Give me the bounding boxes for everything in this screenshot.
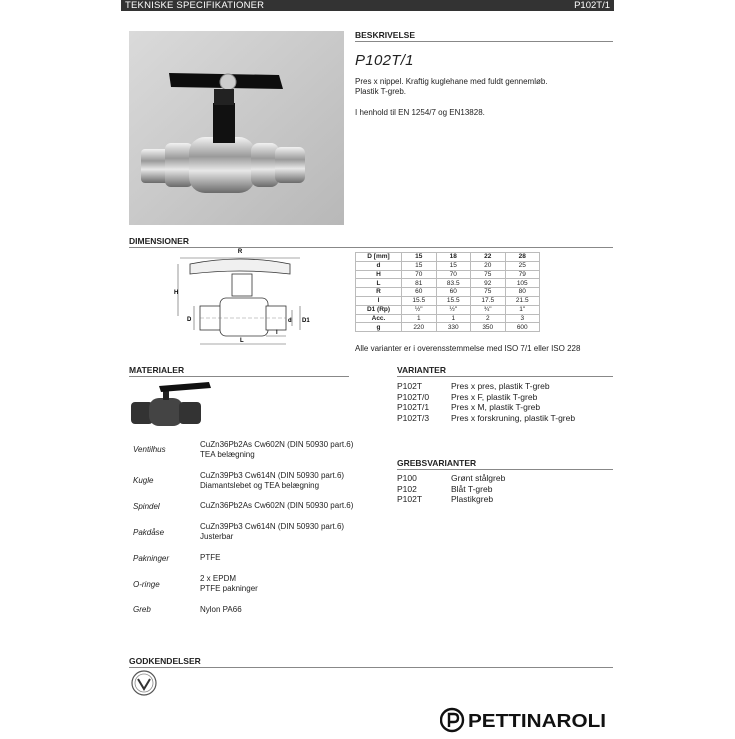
material-value bbox=[200, 605, 242, 615]
table-row bbox=[356, 296, 540, 305]
table-cell: 15.5 bbox=[402, 296, 437, 305]
header-code: P102T/1 bbox=[574, 0, 610, 11]
description-line-3: I henhold til EN 1254/7 og EN13828. bbox=[355, 108, 485, 117]
table-cell: 75 bbox=[471, 270, 506, 279]
table-row bbox=[356, 314, 540, 323]
material-label: Ventilhus bbox=[133, 445, 166, 454]
handle-code: P102 bbox=[397, 483, 417, 494]
table-cell: 105 bbox=[505, 279, 540, 288]
table-cell: 81 bbox=[402, 279, 437, 288]
variant-code: P102T/1 bbox=[397, 402, 430, 412]
handle-desc: Blåt T-greb bbox=[451, 483, 493, 494]
material-value-line: Diamantslebet og TEA belægning bbox=[200, 481, 320, 490]
dimensions-heading: DIMENSIONER bbox=[129, 236, 189, 246]
table-header-cell: 15 bbox=[402, 253, 437, 262]
material-label: Pakdåse bbox=[133, 528, 165, 537]
material-label: Pakninger bbox=[133, 554, 170, 563]
table-header-cell: D [mm] bbox=[356, 253, 402, 262]
table-cell: ½" bbox=[402, 305, 437, 314]
variant-code: P102T bbox=[397, 381, 423, 391]
brand-logo bbox=[440, 706, 615, 739]
handle-desc: Grønt stålgreb bbox=[451, 473, 506, 483]
table-cell: g bbox=[356, 323, 402, 332]
table-cell: H bbox=[356, 270, 402, 279]
table-cell: 330 bbox=[436, 323, 471, 332]
drawing-label-R: R bbox=[237, 249, 243, 255]
handle-code: P100 bbox=[397, 473, 417, 483]
description-line-1: Pres x nippel. Kraftig kuglehane med fuldt gennemløb. bbox=[355, 77, 548, 86]
description-rule bbox=[355, 41, 613, 42]
variants-heading: VARIANTER bbox=[397, 365, 446, 375]
list-item bbox=[397, 494, 505, 505]
table-cell: 1" bbox=[505, 305, 540, 314]
table-row bbox=[356, 261, 540, 270]
table-cell: 83.5 bbox=[436, 279, 471, 288]
table-cell: D1 (Rp) bbox=[356, 305, 402, 314]
material-label: Spindel bbox=[133, 502, 160, 511]
drawing-label-l: l bbox=[276, 330, 278, 336]
variant-desc: Pres x M, plastik T-greb bbox=[451, 402, 541, 412]
table-cell: 15 bbox=[436, 261, 471, 270]
material-label: O-ringe bbox=[133, 580, 160, 589]
material-value-line: PTFE bbox=[200, 553, 221, 562]
handle-desc: Plastikgreb bbox=[451, 494, 494, 504]
table-cell: 2 bbox=[471, 314, 506, 323]
list-item bbox=[397, 473, 505, 484]
table-cell: L bbox=[356, 279, 402, 288]
table-cell: 15 bbox=[402, 261, 437, 270]
product-title: P102T/1 bbox=[355, 52, 414, 69]
header-bar bbox=[121, 0, 614, 11]
approval-seal-icon bbox=[131, 670, 157, 701]
drawing-label-H: H bbox=[174, 290, 179, 296]
dimensions-note: Alle varianter er i overensstemmelse med ISO 7/1 eller ISO 228 bbox=[355, 344, 581, 353]
materials-heading: MATERIALER bbox=[129, 365, 185, 375]
material-value-line: Nylon PA66 bbox=[200, 605, 242, 614]
table-cell: 3 bbox=[505, 314, 540, 323]
variant-desc: Pres x pres, plastik T-greb bbox=[451, 381, 550, 391]
table-cell: 75 bbox=[471, 288, 506, 297]
material-value-line: CuZn39Pb3 Cw614N (DIN 50930 part.6) bbox=[200, 522, 345, 531]
table-cell: R bbox=[356, 288, 402, 297]
material-value bbox=[200, 574, 258, 594]
material-value bbox=[200, 501, 353, 511]
table-cell: l bbox=[356, 296, 402, 305]
variant-code: P102T/3 bbox=[397, 412, 430, 423]
handles-heading: GREBSVARIANTER bbox=[397, 458, 477, 468]
table-row bbox=[356, 288, 540, 297]
materials-photo bbox=[129, 380, 214, 433]
variant-code: P102T/0 bbox=[397, 391, 430, 402]
approvals-heading: GODKENDELSER bbox=[129, 656, 201, 666]
material-value bbox=[200, 522, 344, 542]
table-cell: ½" bbox=[436, 305, 471, 314]
table-cell: 21.5 bbox=[505, 296, 540, 305]
table-cell: 80 bbox=[505, 288, 540, 297]
table-cell: 70 bbox=[436, 270, 471, 279]
list-item bbox=[397, 484, 505, 495]
materials-rule bbox=[129, 376, 349, 377]
description-line-2: Plastik T-greb. bbox=[355, 87, 406, 96]
header-title: TEKNISKE SPECIFIKATIONER bbox=[125, 0, 265, 11]
material-value-line: TEA belægning bbox=[200, 450, 255, 459]
table-cell: 17.5 bbox=[471, 296, 506, 305]
table-row bbox=[356, 279, 540, 288]
material-value-line: Justerbar bbox=[200, 532, 234, 541]
variants-rule bbox=[397, 376, 613, 377]
product-photo bbox=[129, 31, 344, 225]
table-cell: 1 bbox=[402, 314, 437, 323]
material-value bbox=[200, 553, 220, 563]
material-value bbox=[200, 440, 353, 460]
table-cell: 79 bbox=[505, 270, 540, 279]
drawing-label-L: L bbox=[240, 338, 244, 344]
drawing-label-D: D bbox=[187, 317, 192, 323]
material-value-line: CuZn36Pb2As Cw602N (DIN 50930 part.6) bbox=[200, 501, 354, 510]
drawing-label-d: d bbox=[288, 318, 292, 324]
handles-list bbox=[397, 473, 505, 505]
material-value-line: CuZn36Pb2As Cw602N (DIN 50930 part.6) bbox=[200, 440, 354, 449]
table-header-cell: 28 bbox=[505, 253, 540, 262]
handle-code: P102T bbox=[397, 494, 423, 504]
material-label: Kugle bbox=[133, 476, 154, 485]
material-value bbox=[200, 471, 344, 491]
variant-desc: Pres x F, plastik T-greb bbox=[451, 391, 538, 402]
approvals-rule bbox=[129, 667, 613, 668]
table-cell: 1 bbox=[436, 314, 471, 323]
list-item bbox=[397, 392, 575, 403]
list-item bbox=[397, 381, 575, 392]
technical-drawing bbox=[160, 244, 330, 355]
table-cell: 20 bbox=[471, 261, 506, 270]
material-label: Greb bbox=[133, 605, 151, 614]
table-cell: 25 bbox=[505, 261, 540, 270]
table-row bbox=[356, 323, 540, 332]
material-value-line: CuZn39Pb3 Cw614N (DIN 50930 part.6) bbox=[200, 471, 345, 480]
variant-desc: Pres x forskruning, plastik T-greb bbox=[451, 412, 576, 423]
table-cell: 60 bbox=[436, 288, 471, 297]
table-cell: 220 bbox=[402, 323, 437, 332]
table-cell: ¾" bbox=[471, 305, 506, 314]
table-cell: 600 bbox=[505, 323, 540, 332]
material-value-line: PTFE pakninger bbox=[200, 584, 258, 593]
list-item bbox=[397, 413, 575, 424]
variants-list bbox=[397, 381, 575, 423]
table-header-cell: 22 bbox=[471, 253, 506, 262]
drawing-label-D1: D1 bbox=[302, 318, 310, 324]
table-cell: 70 bbox=[402, 270, 437, 279]
description-heading: BESKRIVELSE bbox=[355, 30, 415, 40]
table-cell: Acc. bbox=[356, 314, 402, 323]
table-cell: d bbox=[356, 261, 402, 270]
list-item bbox=[397, 402, 575, 413]
table-header-cell: 18 bbox=[436, 253, 471, 262]
material-value-line: 2 x EPDM bbox=[200, 574, 237, 583]
table-cell: 350 bbox=[471, 323, 506, 332]
dimensions-table bbox=[355, 252, 540, 332]
table-cell: 15.5 bbox=[436, 296, 471, 305]
table-header-row bbox=[356, 253, 540, 262]
handles-rule bbox=[397, 469, 613, 470]
table-cell: 92 bbox=[471, 279, 506, 288]
table-row bbox=[356, 305, 540, 314]
table-row bbox=[356, 270, 540, 279]
brand-name: PETTINAROLI bbox=[468, 711, 606, 731]
table-cell: 60 bbox=[402, 288, 437, 297]
